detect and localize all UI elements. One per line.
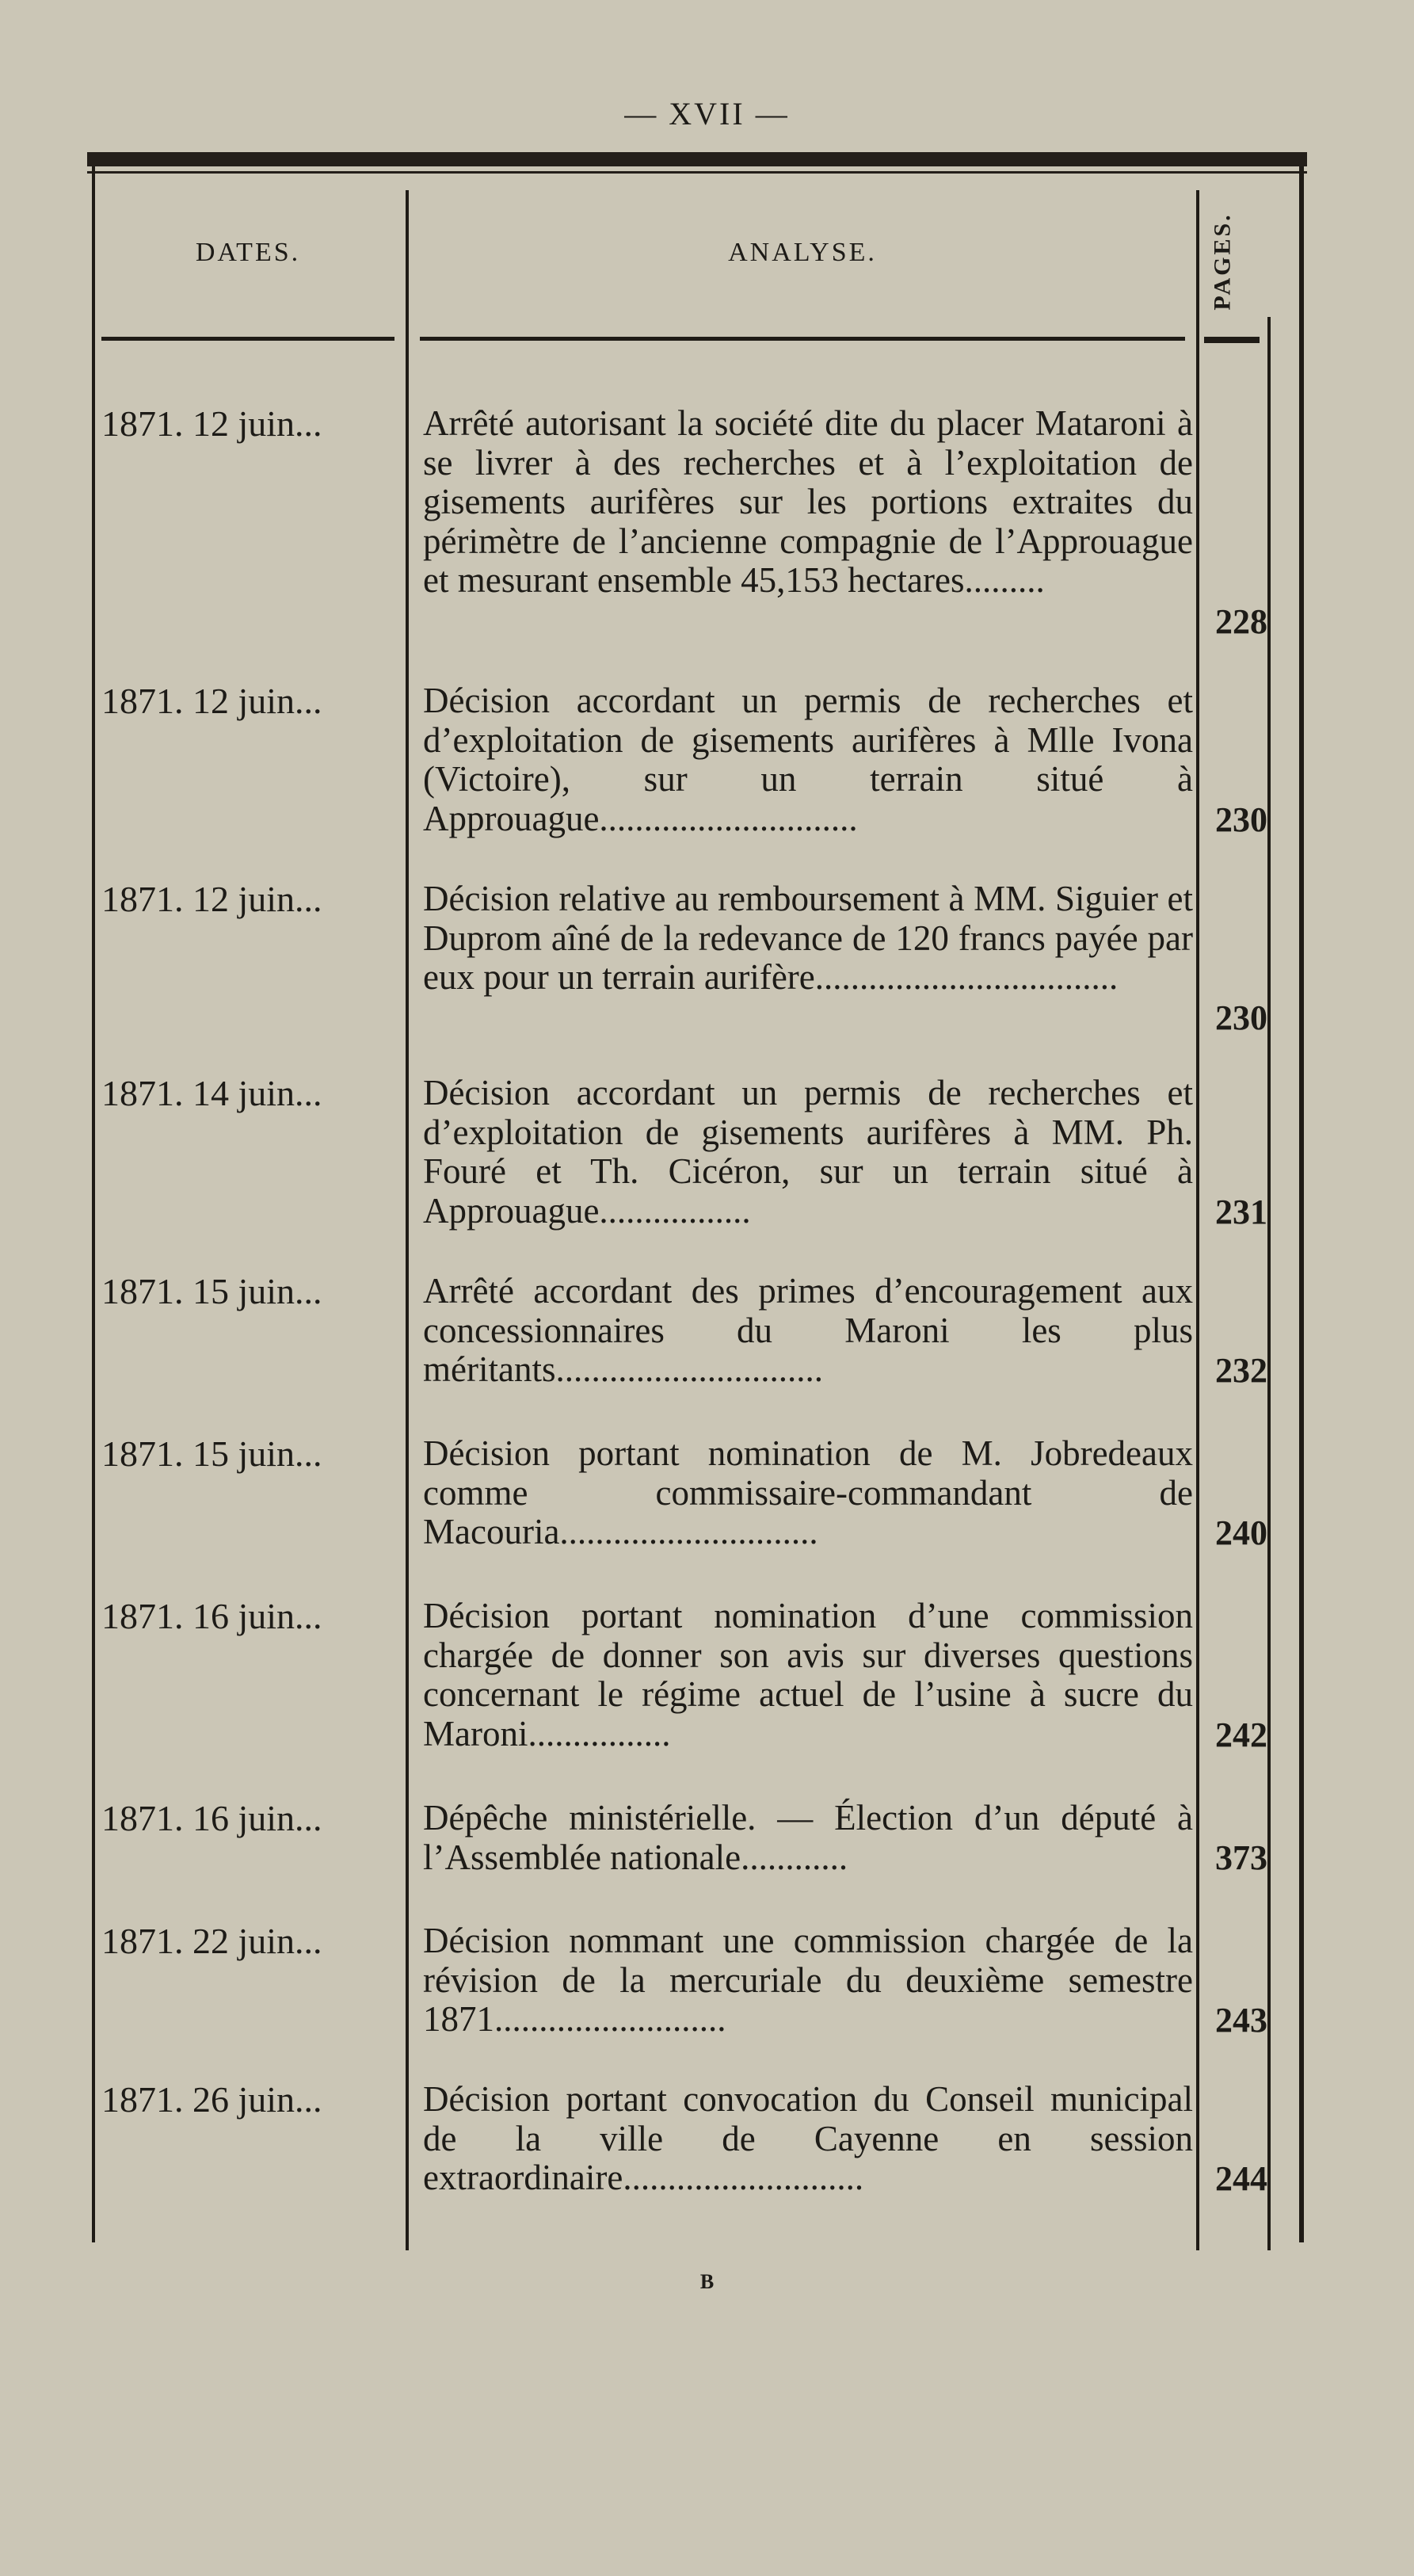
- entry-page: 373: [1215, 1838, 1267, 1877]
- column-divider-pages: [1267, 317, 1271, 2250]
- entry-date: 1871. 16 juin...: [101, 1596, 322, 1636]
- table-left-rule: [92, 166, 95, 2242]
- entry-analysis: Arrêté accordant des primes d’encouragement aux concessionnaires du Maroni les plus méritants..............................: [423, 1271, 1193, 1389]
- entry-date: 1871. 15 juin...: [101, 1433, 322, 1474]
- entry-analysis: Décision portant nomination d’une commission chargée de donner son avis sur diverses questions concernant le régime actuel de l’usine à sucre du Maroni................: [423, 1596, 1193, 1754]
- entry-analysis: Décision nommant une commission chargée de la révision de la mercuriale du deuxième semestre 1871..........................: [423, 1921, 1193, 2039]
- entry-date: 1871. 12 juin...: [101, 681, 322, 721]
- entry-page: 230: [1215, 800, 1267, 839]
- entry-page: 232: [1215, 1351, 1267, 1390]
- entry-date: 1871. 22 juin...: [101, 1921, 322, 1961]
- entry-analysis: Dépêche ministérielle. — Élection d’un député à l’Assemblée nationale............: [423, 1798, 1193, 1877]
- header-rule-dates: [101, 337, 394, 341]
- entry-page: 231: [1215, 1193, 1267, 1231]
- entry-analysis: Décision accordant un permis de recherches et d’exploitation de gisements aurifères à Mlle Ivona (Victoire), sur un terrain situé à Approuague.............................: [423, 681, 1193, 838]
- entry-page: 242: [1215, 1715, 1267, 1754]
- entry-date: 1871. 12 juin...: [101, 879, 322, 919]
- entry-page: 243: [1215, 2001, 1267, 2040]
- entry-analysis: Décision portant nomination de M. Jobredeaux comme commissaire-commandant de Macouria.............................: [423, 1433, 1193, 1551]
- header-pages: PAGES.: [1210, 212, 1237, 311]
- entry-analysis: Arrêté autorisant la société dite du placer Mataroni à se livrer à des recherches et à l’exploitation de gisements aurifères sur les portions extraites du périmètre de l’ancienne compagnie de l’Approuague et mesurant ensemble 45,153 hectares.........: [423, 403, 1193, 600]
- header-rule-analysis: [420, 337, 1185, 341]
- entry-analysis: Décision accordant un permis de recherches et d’exploitation de gisements aurifères à MM. Ph. Fouré et Th. Cicéron, sur un terrain situé à Approuague.................: [423, 1073, 1193, 1231]
- entry-date: 1871. 15 juin...: [101, 1271, 322, 1311]
- entry-page: 230: [1215, 998, 1267, 1037]
- table-right-rule: [1299, 166, 1304, 2242]
- entry-page: 240: [1215, 1513, 1267, 1552]
- signature-mark: B: [699, 2270, 715, 2293]
- entry-date: 1871. 14 juin...: [101, 1073, 322, 1113]
- entry-analysis: Décision relative au remboursement à MM. Siguier et Duprom aîné de la redevance de 120 francs payée par eux pour un terrain aurifère..................................: [423, 879, 1193, 997]
- entry-date: 1871. 12 juin...: [101, 403, 322, 444]
- column-divider-analysis: [1196, 190, 1199, 2250]
- table-top-rule: [87, 152, 1307, 166]
- entry-page: 244: [1215, 2159, 1267, 2198]
- header-dates: DATES.: [195, 238, 301, 267]
- entry-date: 1871. 16 juin...: [101, 1798, 322, 1838]
- entry-page: 228: [1215, 602, 1267, 641]
- header-analyse: ANALYSE.: [728, 238, 877, 267]
- entry-analysis: Décision portant convocation du Conseil municipal de la ville de Cayenne en session extraordinaire...........................: [423, 2079, 1193, 2197]
- page-folio: — XVII —: [624, 96, 790, 132]
- entry-date: 1871. 26 juin...: [101, 2079, 322, 2120]
- table-top-rule-thin: [87, 171, 1307, 174]
